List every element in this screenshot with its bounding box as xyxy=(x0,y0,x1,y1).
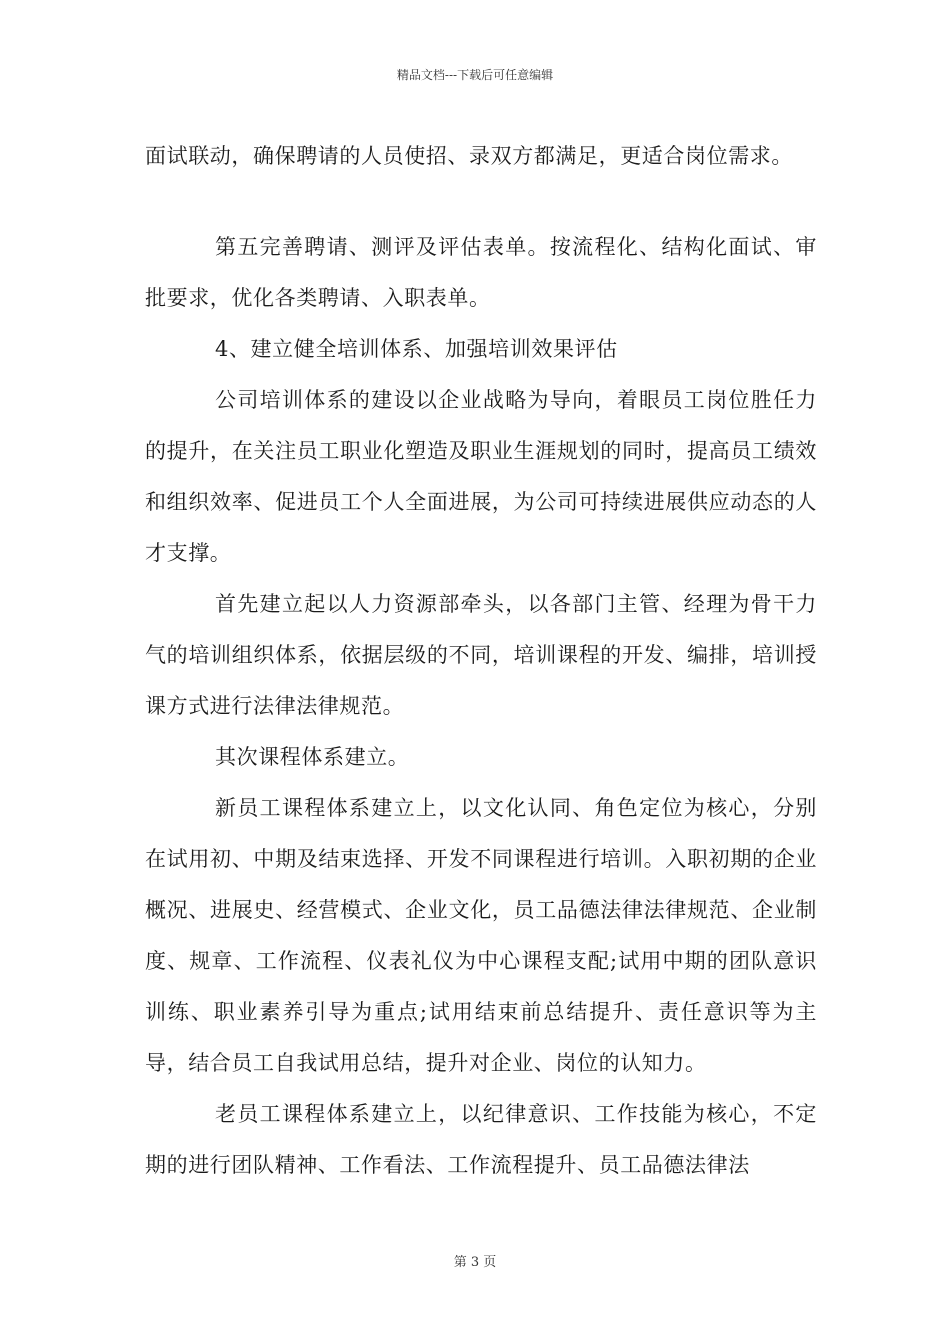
page-number: 第 3 页 xyxy=(453,1255,497,1270)
paragraph-veteran-employee: 老员工课程体系建立上，以纪律意识、工作技能为核心，不定期的进行团队精神、工作看法、工作流程提升、员工品德法律法 xyxy=(145,1102,817,1177)
paragraph-continuation: 面试联动，确保聘请的人员使招、录双方都满足，更适合岗位需求。 xyxy=(145,144,793,168)
paragraph-training-system: 公司培训体系的建设以企业战略为导向，着眼员工岗位胜任力的提升，在关注员工职业化塑造及职业生涯规划的同时，提高员工绩效和组织效率、促进员工个人全面进展，为公司可持续进展供应动态的人才支撑。 xyxy=(145,388,817,565)
document-body xyxy=(145,131,817,1191)
page-header: 精品文档---下载后可任意编辑 xyxy=(396,68,554,82)
paragraph-new-employee: 新员工课程体系建立上，以文化认同、角色定位为核心，分别在试用初、中期及结束选择、开发不同课程进行培训。入职初期的企业概况、进展史、经营模式、企业文化，员工品德法律法律规范、企业制度、规章、工作流程、仪表礼仪为中心课程支配;试用中期的团队意识训练、职业素养引导为重点;试用结束前总结提升、责任意识等为主导，结合员工自我试用总结，提升对企业、岗位的认知力。 xyxy=(145,796,817,1075)
paragraph-curriculum: 其次课程体系建立。 xyxy=(215,745,410,769)
paragraph-forms: 第五完善聘请、测评及评估表单。按流程化、结构化面试、审批要求，优化各类聘请、入职表单。 xyxy=(145,235,817,310)
section-heading: 4、建立健全培训体系、加强培训效果评估 xyxy=(215,337,618,361)
paragraph-organization: 首先建立起以人力资源部牵头，以各部门主管、经理为骨干力气的培训组织体系，依据层级的不同，培训课程的开发、编排，培训授课方式进行法律法律规范。 xyxy=(145,592,817,718)
